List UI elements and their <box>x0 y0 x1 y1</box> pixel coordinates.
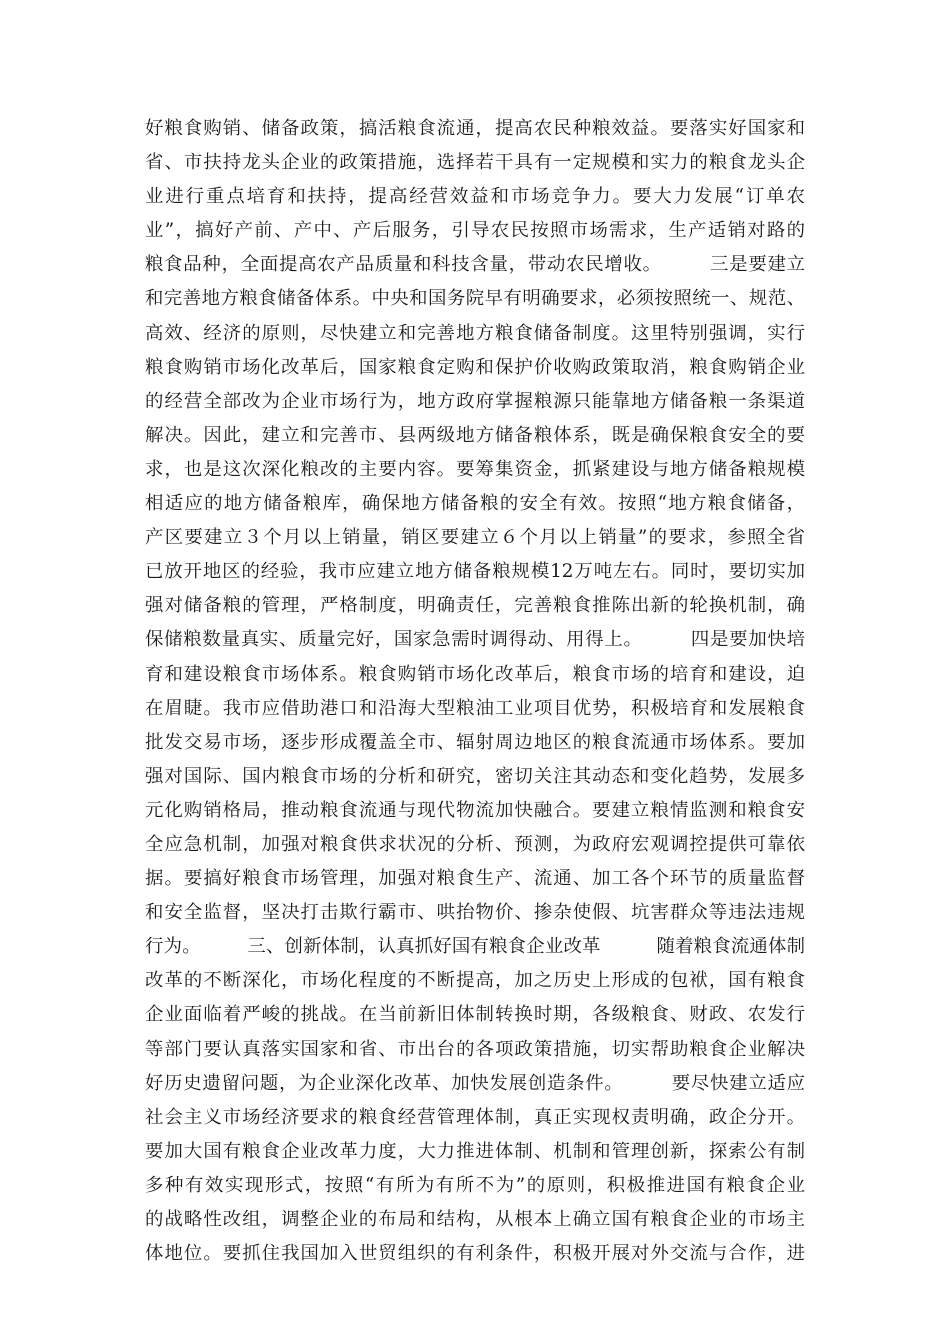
text-line: 好历史遗留问题，为企业深化改革、加快发展创造条件。 要尽快建立适应 <box>145 1072 805 1094</box>
text-line: 体地位。要抓住我国加入世贸组织的有利条件，积极开展对外交流与合作，进 <box>145 1243 805 1265</box>
text-line: 行为。 三、创新体制，认真抓好国有粮食企业改革 随着粮食流通体制 <box>145 936 805 958</box>
text-line: 要加大国有粮食企业改革力度，大力推进体制、机制和管理创新，探索公有制 <box>145 1140 805 1162</box>
text-line: 批发交易市场，逐步形成覆盖全市、辐射周边地区的粮食流通市场体系。要加 <box>145 731 805 753</box>
text-line: 好粮食购销、储备政策，搞活粮食流通，提高农民种粮效益。要落实好国家和 <box>145 118 805 139</box>
text-line: 高效、经济的原则，尽快建立和完善地方粮食储备制度。这里特别强调，实行 <box>145 322 805 344</box>
text-line: 粮食购销市场化改革后，国家粮食定购和保护价收购政策取消，粮食购销企业 <box>145 356 805 378</box>
text-line: 求，也是这次深化粮改的主要内容。要筹集资金，抓紧建设与地方储备粮规模 <box>145 458 805 480</box>
text-line: 强对储备粮的管理，严格制度，明确责任，完善粮食推陈出新的轮换机制，确 <box>145 595 805 617</box>
text-line: 企业面临着严峻的挑战。在当前新旧体制转换时期，各级粮食、财政、农发行 <box>145 1004 805 1026</box>
text-line: 解决。因此，建立和完善市、县两级地方储备粮体系，既是确保粮食安全的要 <box>145 424 805 446</box>
text-line: 已放开地区的经验，我市应建立地方储备粮规模12万吨左右。同时，要切实加 <box>145 561 805 583</box>
text-line: 的战略性改组，调整企业的布局和结构，从根本上确立国有粮食企业的市场主 <box>145 1209 805 1230</box>
text-line: 和安全监督，坚决打击欺行霸市、哄抬物价、掺杂使假、坑害群众等违法违规 <box>145 902 805 924</box>
text-line: 育和建设粮食市场体系。粮食购销市场化改革后，粮食市场的培育和建设，迫 <box>145 663 805 685</box>
text-line: 粮食品种，全面提高农产品质量和科技含量，带动农民增收。 三是要建立 <box>145 254 805 276</box>
text-line: 省、市扶持龙头企业的政策措施，选择若干具有一定规模和实力的粮食龙头企 <box>145 152 805 174</box>
text-line: 据。要搞好粮食市场管理，加强对粮食生产、流通、加工各个环节的质量监督 <box>145 868 805 890</box>
text-line: 等部门要认真落实国家和省、市出台的各项政策措施，切实帮助粮食企业解决 <box>145 1038 805 1060</box>
text-line: 强对国际、国内粮食市场的分析和研究，密切关注其动态和变化趋势，发展多 <box>145 765 805 787</box>
text-line: 多种有效实现形式，按照“有所为有所不为”的原则，积极推进国有粮食企业 <box>145 1174 805 1196</box>
text-line: 全应急机制，加强对粮食供求状况的分析、预测，为政府宏观调控提供可靠依 <box>145 833 805 855</box>
text-line: 改革的不断深化，市场化程度的不断提高，加之历史上形成的包袱，国有粮食 <box>145 970 805 992</box>
text-line: 相适应的地方储备粮库，确保地方储备粮的安全有效。按照“地方粮食储备， <box>145 493 805 515</box>
text-line: 业进行重点培育和扶持，提高经营效益和市场竞争力。要大力发展“订单农 <box>145 186 805 208</box>
document-page <box>145 112 805 1271</box>
text-line: 业”，搞好产前、产中、产后服务，引导农民按照市场需求，生产适销对路的 <box>145 220 805 242</box>
text-line: 社会主义市场经济要求的粮食经营管理体制，真正实现权责明确，政企分开。 <box>145 1106 805 1128</box>
text-line: 保储粮数量真实、质量完好，国家急需时调得动、用得上。 四是要加快培 <box>145 629 805 651</box>
text-line: 和完善地方粮食储备体系。中央和国务院早有明确要求，必须按照统一、规范、 <box>145 288 805 310</box>
text-line: 元化购销格局，推动粮食流通与现代物流加快融合。要建立粮情监测和粮食安 <box>145 799 805 821</box>
text-line: 产区要建立３个月以上销量，销区要建立６个月以上销量”的要求，参照全省 <box>145 527 805 549</box>
text-line: 的经营全部改为企业市场行为，地方政府掌握粮源只能靠地方储备粮一条渠道 <box>145 390 805 412</box>
text-line: 在眉睫。我市应借助港口和沿海大型粮油工业项目优势，积极培育和发展粮食 <box>145 697 805 719</box>
